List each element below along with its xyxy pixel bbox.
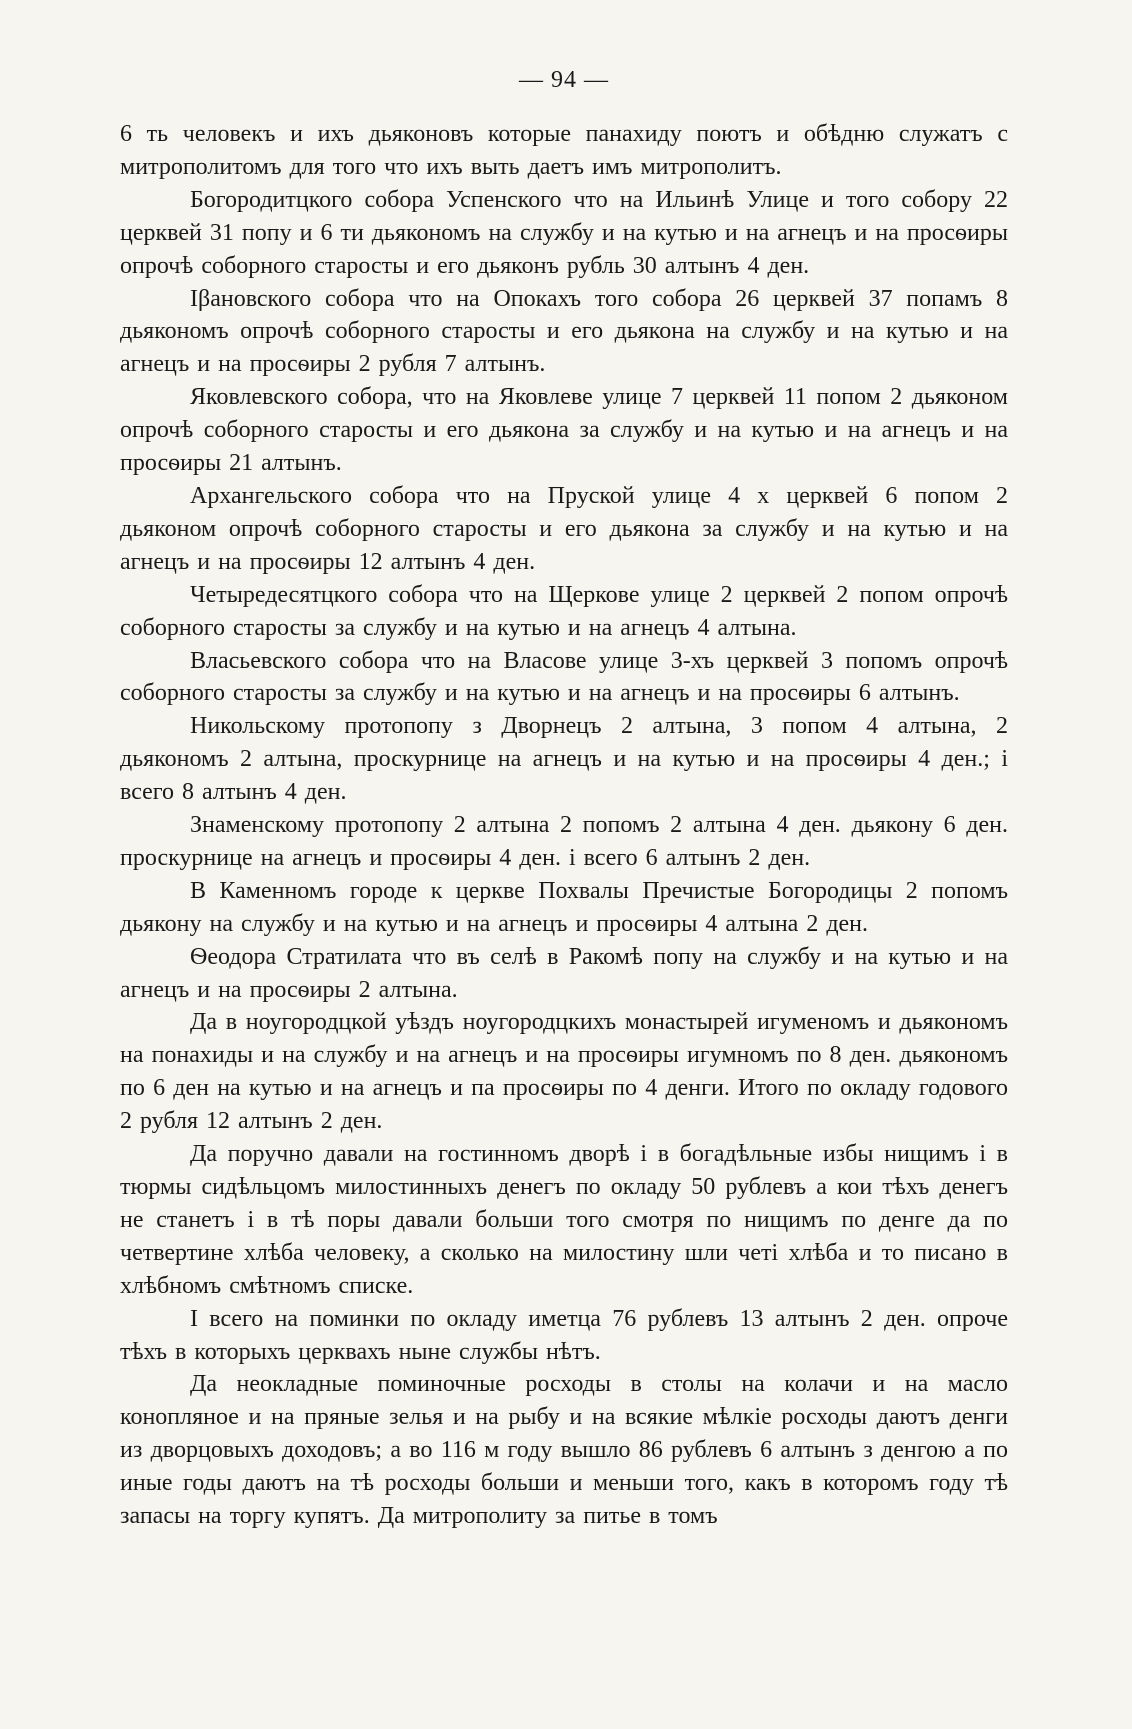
paragraph: Четыредесятцкого собора что на Щеркове улице 2 церквей 2 попом опрочѣ соборного старосты за службу и на кутью и на агнецъ 4 алтына. [120,581,1008,641]
paragraph: Архангельского собора что на Пруской улице 4 х церквей 6 попом 2 дьяконом опрочѣ соборного старосты и его дьякона за службу и на кутью и на агнецъ и на просѳиры 12 алтынъ 4 ден. [120,482,1008,575]
paragraph: Да неокладные поминочные росходы в столы на колачи и на масло конопляное и на пряные зелья и на рыбу и на всякие мѣлкіе росходы даютъ денги из дворцовыхъ доходовъ; а во 116 м году вышло 86 рублевъ 6 алтынъ з денгою а по иные годы даютъ на тѣ росходы больши и меньши того, какъ в которомъ году тѣ запасы на торгу купятъ. Да митрополиту за питье в томъ [120,1371,1008,1530]
paragraph: В Каменномъ городе к церкве Похвалы Пречистые Богородицы 2 попомъ дьякону на службу и на кутью и на агнецъ и просѳиры 4 алтына 2 ден. [120,877,1008,937]
paragraph: І всего на поминки по окладу иметца 76 рублевъ 13 алтынъ 2 ден. опроче тѣхъ в которыхъ церквахъ ныне службы нѣтъ. [120,1305,1008,1365]
document-page [120,60,1008,1533]
page-number: — 94 — [519,67,609,93]
paragraph: Никольскому протопопу з Дворнецъ 2 алтына, 3 попом 4 алтына, 2 дьякономъ 2 алтына, проскурнице на агнецъ и на кутью и на просѳиры 4 ден.; і всего 8 алтынъ 4 ден. [120,713,1008,806]
paragraph: Богородитцкого собора Успенского что на Ильинѣ Улице и того собору 22 церквей 31 попу и 6 ти дьякономъ на службу и на кутью и на агнецъ и на просѳиры опрочѣ соборного старосты и его дьяконъ рубль 30 алтынъ 4 ден. [120,186,1008,279]
paragraph: Да поручно давали на гостинномъ дворѣ і в богадѣльные избы нищимъ і в тюрмы сидѣльцомъ милостинныхъ денегъ по окладу 50 рублевъ а кои тѣхъ денегъ не станетъ і в тѣ поры давали больши того смотря по нищимъ по денге да по четвертине хлѣба человеку, а сколько на милостину шли четі хлѣба и то писано в хлѣбномъ смѣтномъ списке. [120,1141,1008,1299]
paragraph: Яковлевского собора, что на Яковлеве улице 7 церквей 11 попом 2 дьяконом опрочѣ соборного старосты и его дьякона за службу и на кутью и на агнецъ и на просѳиры 21 алтынъ. [120,384,1008,477]
paragraph: Іβановского собора что на Опокахъ того собора 26 церквей 37 попамъ 8 дьякономъ опрочѣ соборного старосты и его дьякона на службу и на кутью и на агнецъ и на просѳиры 2 рубля 7 алтынъ. [120,285,1008,378]
paragraph: Ѳеодора Стратилата что въ селѣ в Ракомѣ попу на службу и на кутью и на агнецъ и на просѳиры 2 алтына. [120,943,1008,1003]
paragraph: Власьевского собора что на Власове улице 3-хъ церквей 3 попомъ опрочѣ соборного старосты за службу и на кутью и на агнецъ и на просѳиры 6 алтынъ. [120,647,1008,707]
paragraph: Да в ноугородцкой уѣздъ ноугородцкихъ монастырей игуменомъ и дьякономъ на понахиды и на службу и на агнецъ и на просѳиры игумномъ по 8 ден. дьякономъ по 6 ден на кутью и на агнецъ и па просѳиры по 4 денги. Итого по окладу годового 2 рубля 12 алтынъ 2 ден. [120,1009,1008,1135]
paragraph: Знаменскому протопопу 2 алтына 2 попомъ 2 алтына 4 ден. дьякону 6 ден. проскурнице на агнецъ и просѳиры 4 ден. і всего 6 алтынъ 2 ден. [120,812,1008,871]
paragraph: 6 ть человекъ и ихъ дьяконовъ которые панахиду поютъ и обѣдню служатъ с митрополитомъ для того что ихъ выть даетъ имъ митрополитъ. [120,121,1008,180]
